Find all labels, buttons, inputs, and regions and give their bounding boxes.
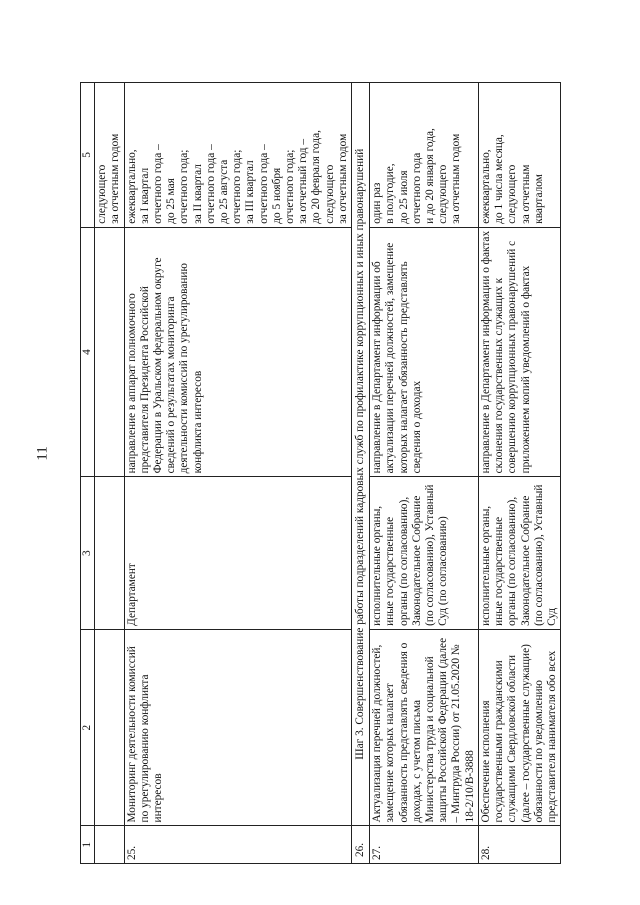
row-number: 27. [370,826,479,864]
row-number: 25. [124,826,351,864]
result-cell: направление в аппарат полномочного представителя Президента Российской Федерации в Уральском федеральном округе сведений о результатах мониторинга деятельности комиссий по урегулированию конфликта интересов [124,227,351,477]
column-number-row [81,83,95,864]
table-row [478,83,560,864]
column-header: 4 [81,227,95,477]
deadline-cell: один раз в полугодие, до 25 июля отчетного года и до 20 января года, следующего за отчетным годом [370,83,479,228]
table-row [95,83,124,864]
table-row [124,83,351,864]
executor-cell [95,477,124,629]
executor-cell: Департамент [124,477,351,629]
measure-cell: Обеспечение исполнения государственными гражданскими служащими Свердловской области (далее – государственные служащие) обязанности по уведомлению представителя нанимателя обо всех [478,629,560,826]
row-number [95,826,124,864]
measure-cell: Мониторинг деятельности комиссий по урегулированию конфликта интересов [124,629,351,826]
row-number: 28. [478,826,560,864]
page-number: 11 [34,446,51,461]
deadline-cell: следующего за отчетным годом [95,83,124,228]
column-header: 1 [81,826,95,864]
measure-cell [95,629,124,826]
measure-cell: Актуализация перечней должностей, замещение которых налагает обязанность представлять сведения о доходах, с учетом письма Министерства труда и социальной защиты Российской Федерации (далее – Минтруда России) от 21.05.2020 № 18-2/10/В-3888 [370,629,479,826]
deadline-cell: ежеквартально, до 1 числа месяца, следующего за отчетным кварталом [478,83,560,228]
section-row [352,83,370,864]
table-row [370,83,479,864]
column-header: 5 [81,83,95,228]
result-cell: направление в Департамент информации о фактах склонения государственных служащих к совершению коррупционных правонарушений с приложением копий уведомлений о фактах [478,227,560,477]
plan-table [80,82,561,864]
section-heading: Шаг 3. Совершенствование работы подразделений кадровых служб по профилактике коррупционных и иных правонарушений [352,83,370,826]
result-cell: направление в Департамент информации об актуализации перечней должностей, замещение которых налагает обязанность представлять сведения о доходах [370,227,479,477]
column-header: 2 [81,629,95,826]
executor-cell: исполнительные органы, иные государственные органы (по согласованию), Законодательное Собрание (по согласованию), Уставный Суд [478,477,560,629]
rotated-page-content [80,82,558,864]
deadline-cell: ежеквартально, за I квартал отчетного года – до 25 мая отчетного года; за II квартал отчетного года – до 25 августа отчетного года; за III квартал отчетного года – до 5 ноября отчетного года; за отчетный год – до 20 февраля года, следующего за отчетным годом [124,83,351,228]
row-number: 26. [352,826,370,864]
executor-cell: исполнительные органы, иные государственные органы (по согласованию), Законодательное Собрание (по согласованию), Уставный Суд (по согласованию) [370,477,479,629]
result-cell [95,227,124,477]
column-header: 3 [81,477,95,629]
